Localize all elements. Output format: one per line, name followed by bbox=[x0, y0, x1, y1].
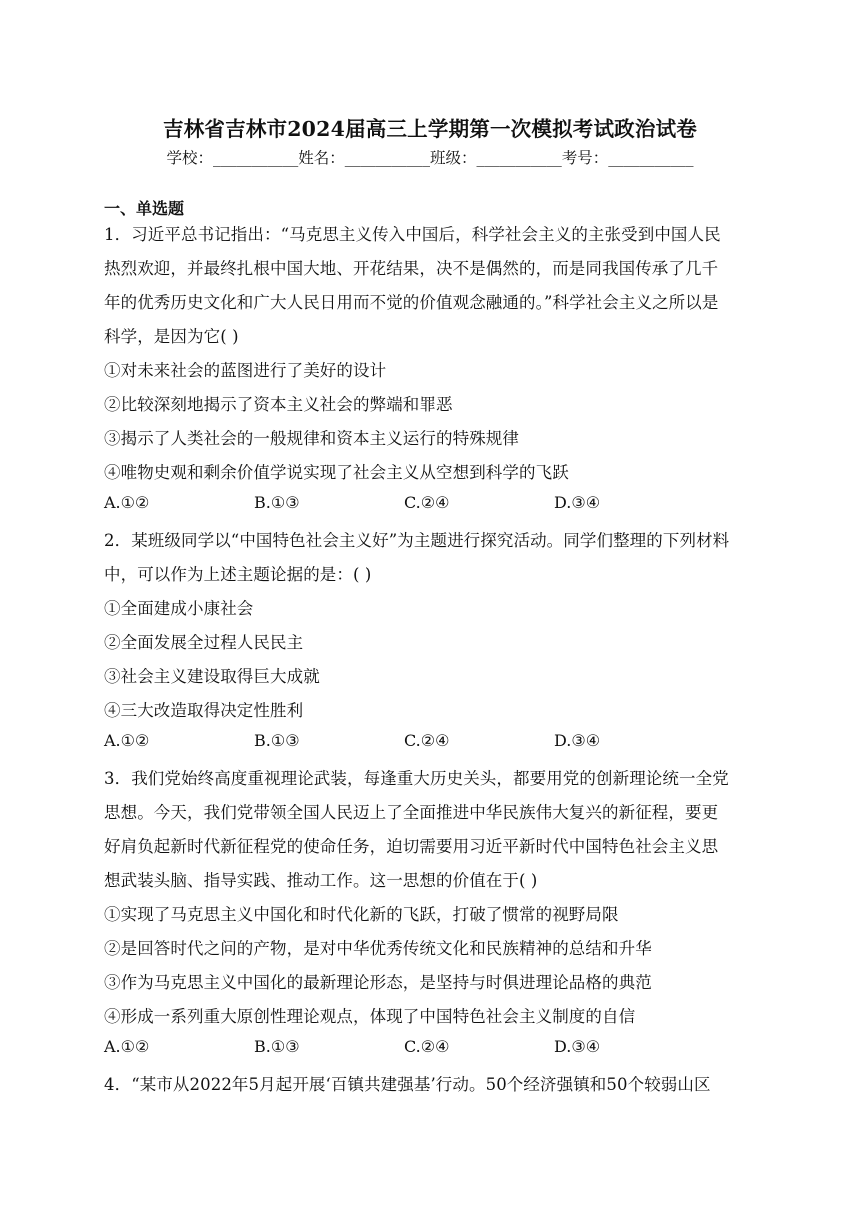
question-1-line: 1．习近平总书记指出：“马克思主义传入中国后，科学社会主义的主张受到中国人民 bbox=[104, 225, 721, 244]
question-1-statement: ①对未来社会的蓝图进行了美好的设计 bbox=[104, 361, 387, 380]
question-3-statement: ③作为马克思主义中国化的最新理论形态，是坚持与时俱进理论品格的典范 bbox=[104, 973, 652, 992]
school-field[interactable]: 学校：___________ bbox=[166, 149, 299, 167]
class-field[interactable]: 班级：___________ bbox=[430, 149, 562, 167]
question-2-statement: ①全面建成小康社会 bbox=[104, 599, 254, 618]
section-title: 一、单选题 bbox=[104, 199, 185, 218]
option-d[interactable]: D.③④ bbox=[554, 731, 601, 750]
name-field[interactable]: 姓名：___________ bbox=[298, 149, 430, 167]
question-3-line: 思想。今天，我们党带领全国人民迈上了全面推进中华民族伟大复兴的新征程，要更 bbox=[104, 803, 719, 822]
question-3-line: 好肩负起新时代新征程党的使命任务，迫切需要用习近平新时代中国特色社会主义思 bbox=[104, 837, 719, 856]
option-a[interactable]: A.①② bbox=[104, 731, 150, 750]
exam-number-field[interactable]: 考号：___________ bbox=[561, 149, 694, 167]
question-1-statement: ②比较深刻地揭示了资本主义社会的弊端和罪恶 bbox=[104, 395, 453, 414]
student-info-row bbox=[0, 146, 860, 168]
exam-title: 吉林省吉林市2024届高三上学期第一次模拟考试政治试卷 bbox=[163, 117, 697, 141]
question-2-statement: ④三大改造取得决定性胜利 bbox=[104, 701, 304, 720]
option-d[interactable]: D.③④ bbox=[554, 1037, 601, 1056]
question-2-line: 2．某班级同学以“中国特色社会主义好”为主题进行探究活动。同学们整理的下列材料 bbox=[104, 531, 730, 550]
question-3-line: 3．我们党始终高度重视理论武装，每逢重大历史关头，都要用党的创新理论统一全党 bbox=[104, 769, 729, 788]
question-3-statement: ①实现了马克思主义中国化和时代化新的飞跃，打破了惯常的视野局限 bbox=[104, 905, 619, 924]
question-2-statement: ②全面发展全过程人民民主 bbox=[104, 633, 304, 652]
option-a[interactable]: A.①② bbox=[104, 493, 150, 512]
question-2-statement: ③社会主义建设取得巨大成就 bbox=[104, 667, 320, 686]
option-c[interactable]: C.②④ bbox=[404, 731, 450, 750]
question-3-statement: ④形成一系列重大原创性理论观点，体现了中国特色社会主义制度的自信 bbox=[104, 1007, 636, 1026]
option-c[interactable]: C.②④ bbox=[404, 493, 450, 512]
question-1-line: 热烈欢迎，并最终扎根中国大地、开花结果，决不是偶然的，而是同我国传承了几千 bbox=[104, 259, 719, 278]
question-4-line: 4．“某市从2022年5月起开展‘百镇共建强基’行动。50个经济强镇和50个较弱山区 bbox=[104, 1075, 711, 1094]
question-3-line: 想武装头脑、指导实践、推动工作。这一思想的价值在于( ) bbox=[104, 871, 538, 890]
option-b[interactable]: B.①③ bbox=[254, 493, 300, 512]
question-1-statement: ④唯物史观和剩余价值学说实现了社会主义从空想到科学的飞跃 bbox=[104, 463, 569, 482]
question-2-line: 中，可以作为上述主题论据的是：( ) bbox=[104, 565, 372, 584]
question-1-statement: ③揭示了人类社会的一般规律和资本主义运行的特殊规律 bbox=[104, 429, 519, 448]
option-b[interactable]: B.①③ bbox=[254, 731, 300, 750]
option-c[interactable]: C.②④ bbox=[404, 1037, 450, 1056]
question-1-line: 年的优秀历史文化和广大人民日用而不觉的价值观念融通的。”科学社会主义之所以是 bbox=[104, 293, 719, 312]
question-1-line: 科学，是因为它( ) bbox=[104, 327, 239, 346]
option-d[interactable]: D.③④ bbox=[554, 493, 601, 512]
option-b[interactable]: B.①③ bbox=[254, 1037, 300, 1056]
option-a[interactable]: A.①② bbox=[104, 1037, 150, 1056]
question-3-statement: ②是回答时代之问的产物，是对中华优秀传统文化和民族精神的总结和升华 bbox=[104, 939, 652, 958]
